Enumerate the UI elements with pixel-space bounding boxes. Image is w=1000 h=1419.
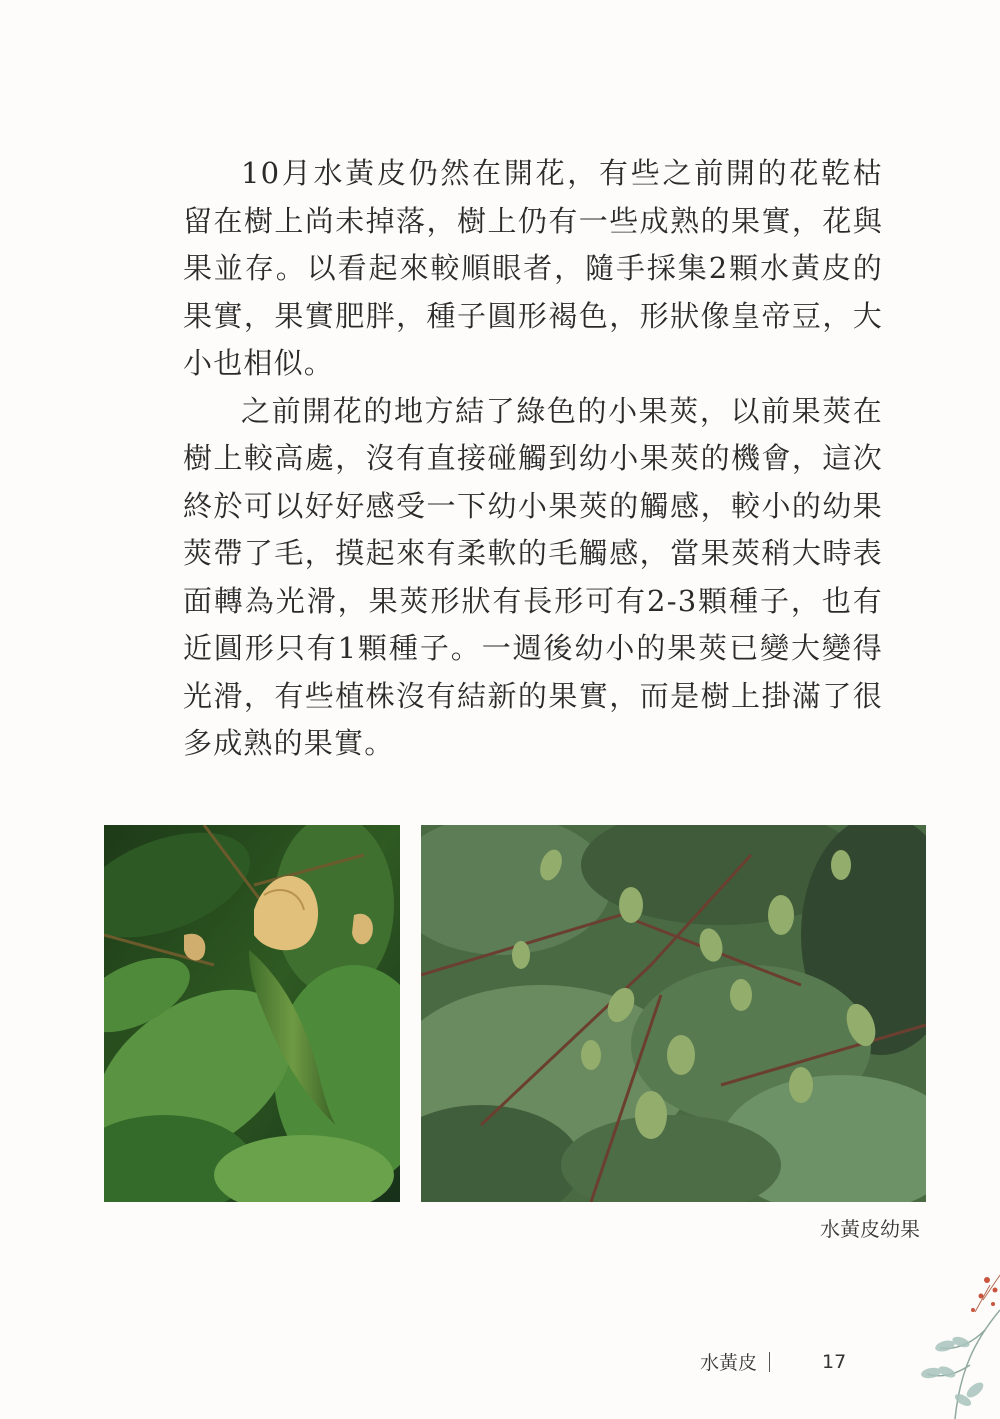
page-footer <box>700 1348 900 1375</box>
page-number: 17 <box>822 1350 847 1373</box>
botanical-corner-decoration <box>915 1270 1000 1419</box>
photo-young-pod-closeup <box>104 825 400 1202</box>
footer-divider <box>769 1352 770 1372</box>
paragraph-1: 10月水黃皮仍然在開花，有些之前開的花乾枯留在樹上尚未掉落，樹上仍有一些成熟的果實，花與果並存。以看起來較順眼者，隨手採集2顆水黃皮的果實，果實肥胖，種子圓形褐色，形狀像皇帝豆，大小也相似。 <box>183 156 883 380</box>
photo-caption: 水黃皮幼果 <box>820 1217 920 1241</box>
photo-tree-with-pods <box>421 825 926 1202</box>
footer-section-title: 水黃皮 <box>700 1352 758 1374</box>
paragraph-2: 之前開花的地方結了綠色的小果莢，以前果莢在樹上較高處，沒有直接碰觸到幼小果莢的機會，這次終於可以好好感受一下幼小果莢的觸感，較小的幼果莢帶了毛，摸起來有柔軟的毛觸感，當果莢稍大時表面轉為光滑，果莢形狀有長形可有2-3顆種子，也有近圓形只有1顆種子。一週後幼小的果莢已變大變得光滑，有些植株沒有結新的果實，而是樹上掛滿了很多成熟的果實。 <box>183 393 883 760</box>
body-text <box>183 150 883 768</box>
